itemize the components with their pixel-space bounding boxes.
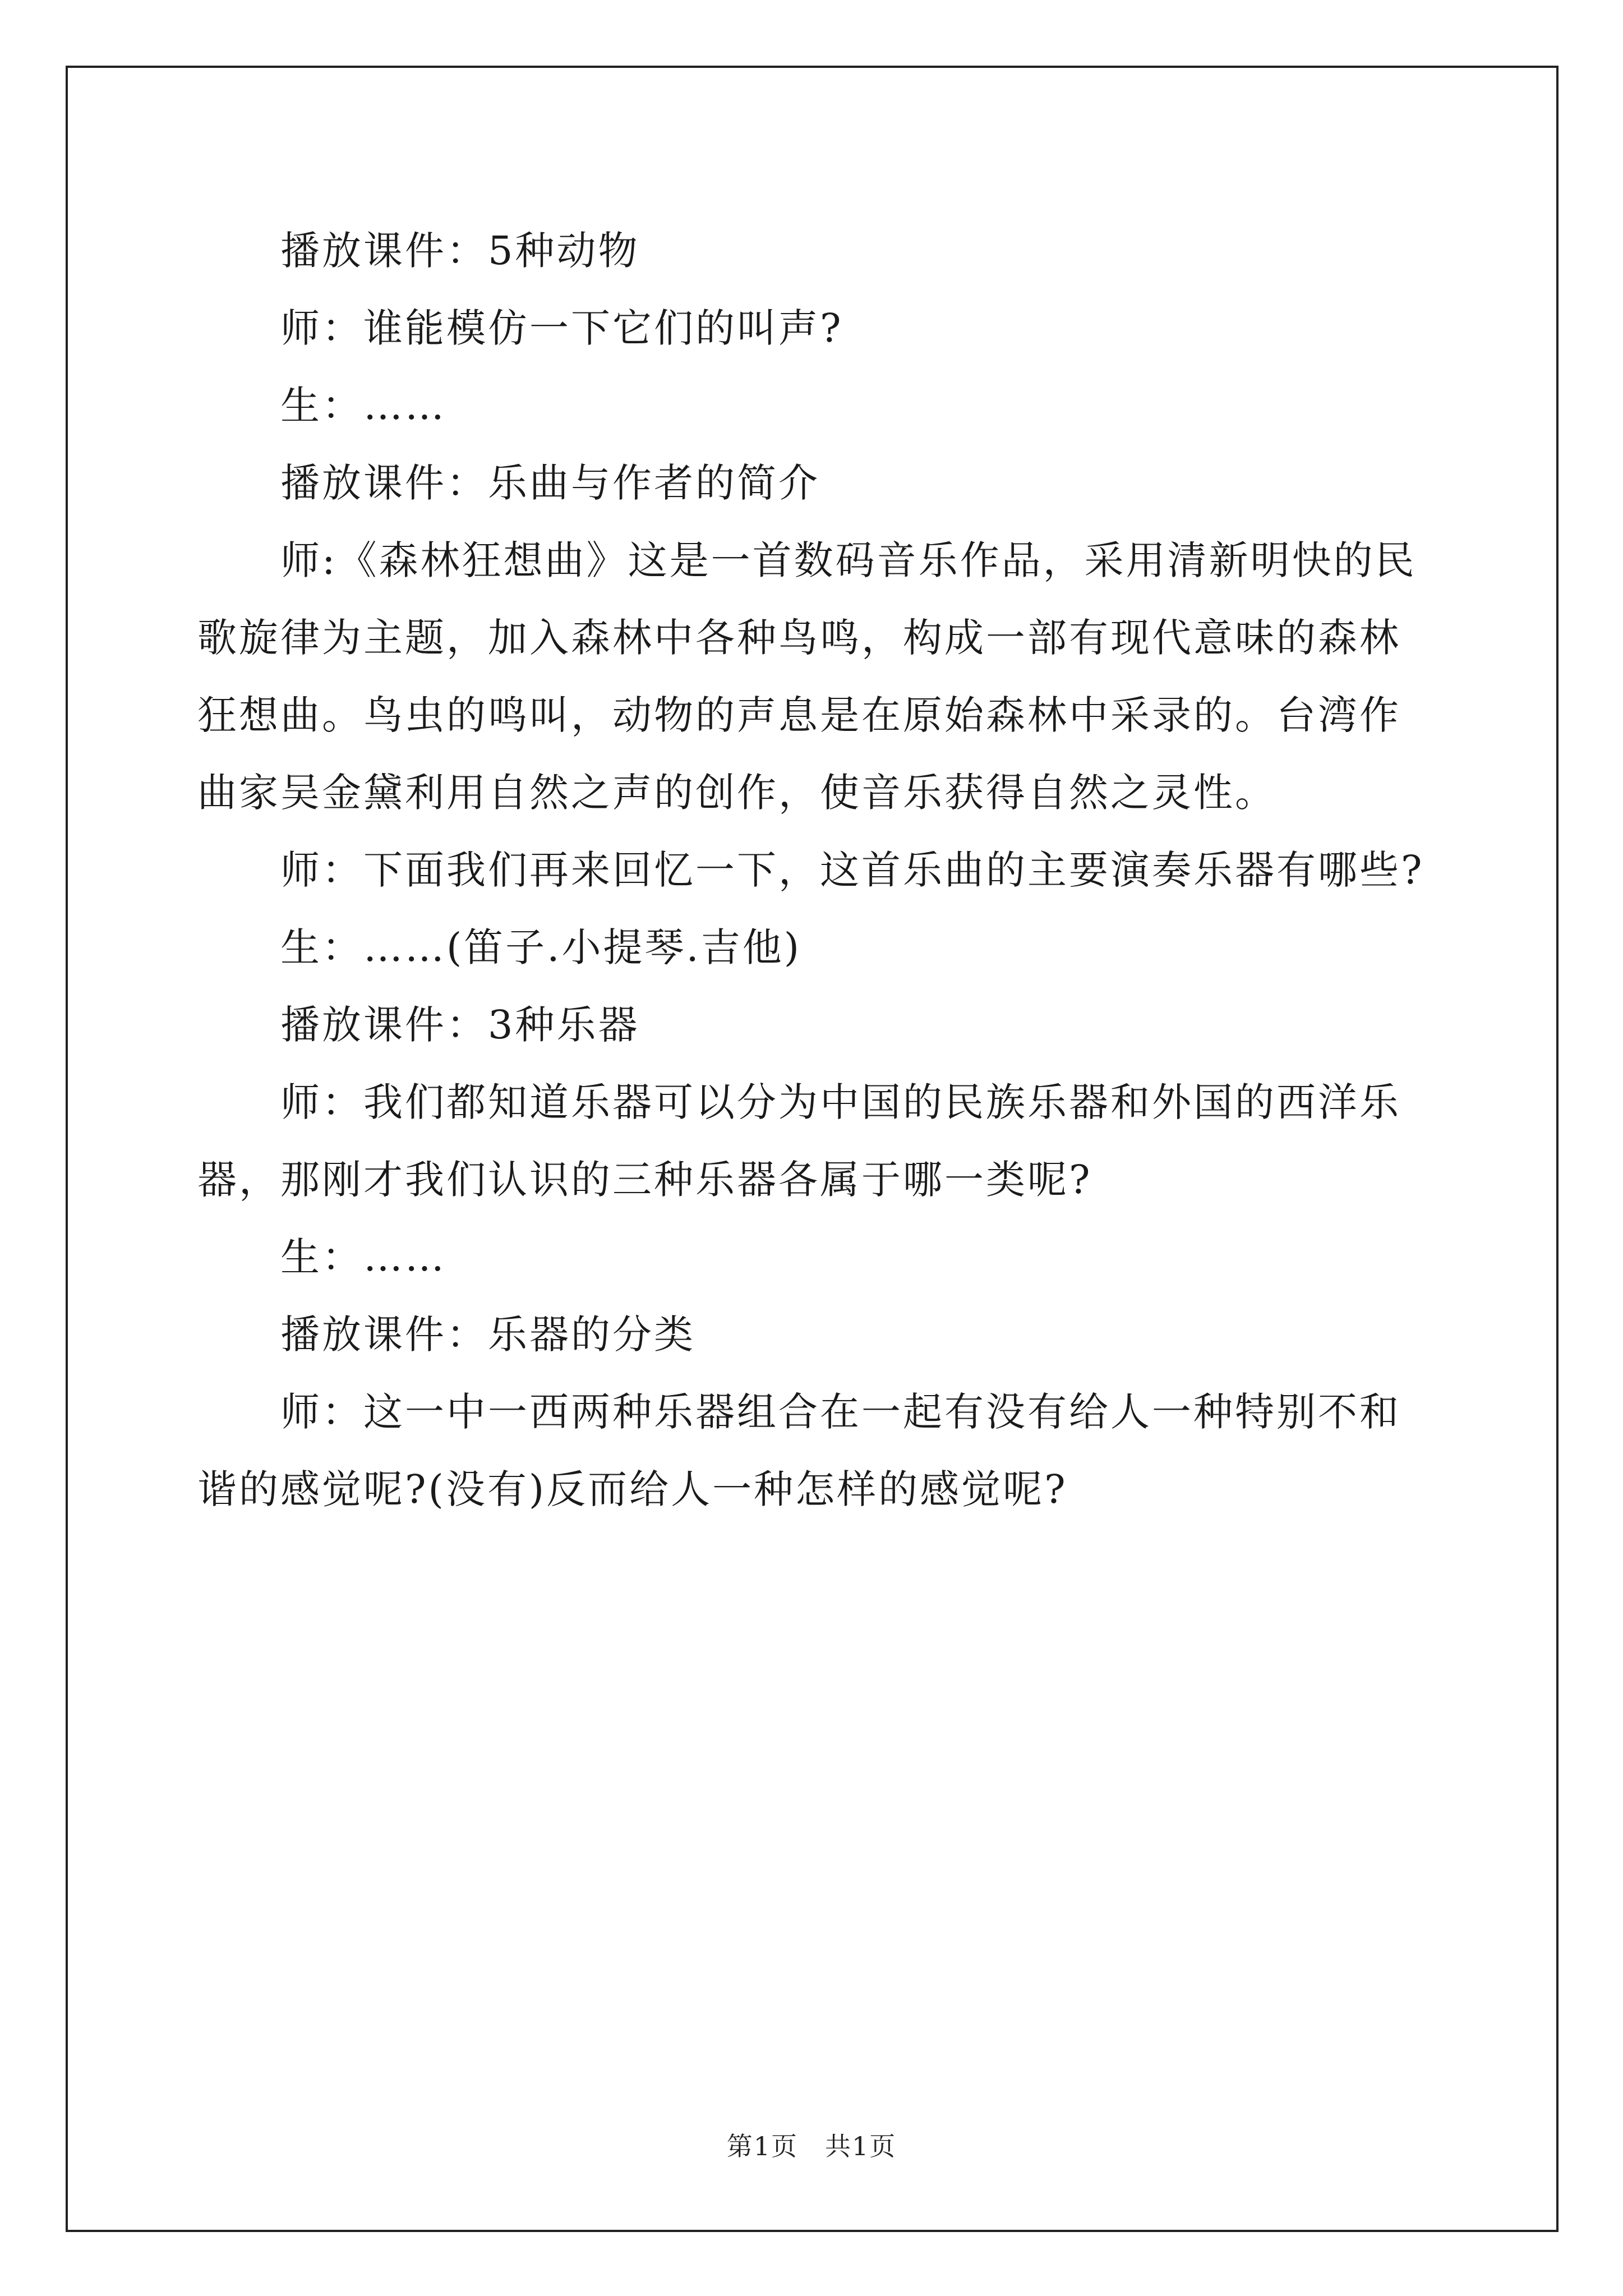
- paragraph-8: 播放课件：3种乐器: [280, 1002, 640, 1048]
- paragraph-5: 师:《森林狂想曲》这是一首数码音乐作品，采用清新明快的民歌旋律为主题，加入森林中各种鸟鸣，构成一部有现代意味的森林狂想曲。鸟虫的鸣叫，动物的声息是在原始森林中采录的。台湾作曲家吴金黛利用自然之声的创作，使音乐获得自然之灵性。: [197, 537, 1417, 816]
- paragraph-3: 生：……: [280, 383, 446, 429]
- paragraph-9: 师：我们都知道乐器可以分为中国的民族乐器和外国的西洋乐器，那刚才我们认识的三种乐器各属于哪一类呢?: [197, 1079, 1401, 1203]
- paragraph-2: 师：谁能模仿一下它们的叫声?: [280, 305, 843, 351]
- document-body: [197, 212, 1437, 1528]
- paragraph-6: 师：下面我们再来回忆一下，这首乐曲的主要演奏乐器有哪些?: [280, 847, 1424, 893]
- paragraph-1: 播放课件：5种动物: [280, 228, 640, 274]
- paragraph-4: 播放课件：乐曲与作者的简介: [280, 460, 820, 506]
- page-number-footer: 第1页 共1页: [726, 2131, 897, 2161]
- paragraph-10: 生：……: [280, 1234, 446, 1280]
- paragraph-11: 播放课件：乐器的分类: [280, 1312, 695, 1358]
- paragraph-7: 生：……(笛子.小提琴.吉他): [280, 924, 802, 970]
- paragraph-12: 师：这一中一西两种乐器组合在一起有没有给人一种特别不和谐的感觉呢?(没有)反而给人一种怎样的感觉呢?: [197, 1389, 1401, 1512]
